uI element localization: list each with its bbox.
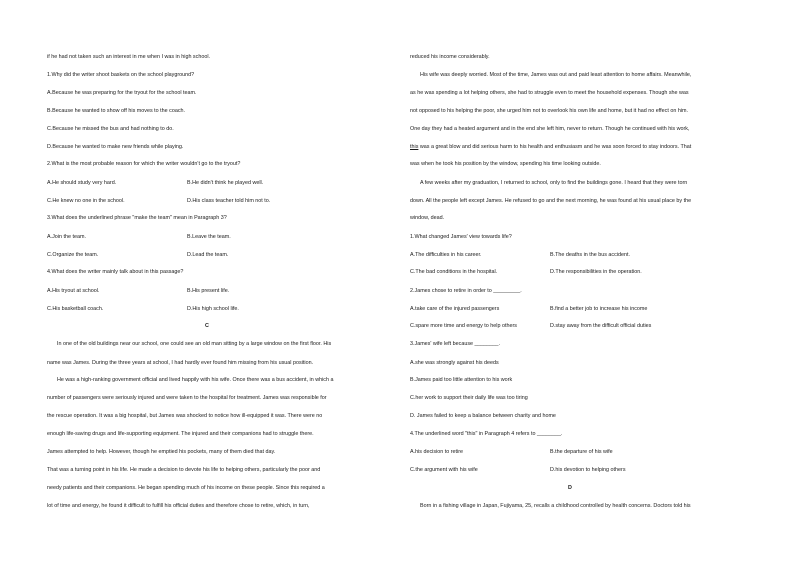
option-a: A.The difficulties in his career.: [410, 252, 482, 258]
passage-line: enough life-saving drugs and life-supporting equipment. The injured and their companions had to struggle there.: [47, 431, 314, 437]
passage-line: the rescue operation. It was a big hospital, but James was shocked to notice how ill-equipped it was. There were no: [47, 413, 323, 419]
option-b: B.Leave the team.: [187, 234, 231, 240]
passage-line: was when he took his position by the window, spending his time looking outside.: [410, 161, 601, 167]
options-row: [47, 306, 367, 313]
passage-line: reduced his income considerably.: [410, 54, 490, 60]
passage-line: James attempted to help. However, though he emptied his pockets, many of them died that day.: [47, 449, 276, 455]
passage-line: not opposed to his helping the poor, she urged him not to overlook his own life and home, but it had no effect on him.: [410, 108, 688, 114]
option-d: D.His class teacher told him not to.: [187, 198, 271, 204]
question-2: 2.James chose to retire in order to _________.: [410, 288, 522, 294]
passage-line: [410, 144, 691, 151]
section-heading: C: [205, 323, 209, 329]
option-d: D.Because he wanted to make new friends while playing.: [47, 144, 184, 150]
option-b: B.James paid too little attention to his work: [410, 377, 513, 383]
passage-line: as he was spending a lot helping others, she had to struggle even to meet the household expenses. Though she was: [410, 90, 689, 96]
passage-line: That was a turning point in his life. He made a decision to devote his life to helping others, particularly the poor and: [47, 467, 321, 473]
option-a: A.she was strongly against his deeds: [410, 360, 499, 366]
option-a: A.take care of the injured passengers: [410, 306, 500, 312]
passage-line: He was a high-ranking government official and lived happily with his wife. Once there was a bus accident, in which a: [57, 377, 334, 383]
options-row: [410, 269, 730, 276]
options-row: [47, 288, 367, 295]
passage-line: One day they had a heated argument and in the end she left him, never to return. Though he continued with his work,: [410, 126, 690, 132]
passage-line: down. All the people left except James. He refused to go and the next morning, he was found at his usual place by the: [410, 198, 692, 204]
passage-line: needy patients and their companions. He began spending much of his income on these people. Since this required a: [47, 485, 325, 491]
option-c: C.The bad conditions in the hospital.: [410, 269, 498, 275]
left-column: [47, 0, 367, 561]
option-a: A.His tryout at school.: [47, 288, 100, 294]
question-3: 3.James' wife left because ________.: [410, 341, 501, 347]
question-4: 4.What does the writer mainly talk about in this passage?: [47, 269, 184, 275]
question-2: 2.What is the most probable reason for which the writer wouldn't go to the tryout?: [47, 161, 241, 167]
passage-line: Born in a fishing village in Japan, Fujiyama, 25, recalls a childhood controlled by health concerns. Doctors told his: [420, 503, 691, 509]
passage-line: In one of the old buildings near our school, one could see an old man sitting by a large window on the first floor. His: [57, 341, 332, 347]
underlined-word: this: [410, 144, 419, 150]
option-d: D.his devotion to helping others: [550, 467, 626, 473]
options-row: [47, 198, 367, 205]
option-a: A.Join the team.: [47, 234, 86, 240]
option-c: C.the argument with his wife: [410, 467, 478, 473]
option-d: D.stay away from the difficult official duties: [550, 323, 652, 329]
option-c: C.spare more time and energy to help others: [410, 323, 517, 329]
passage-line: His wife was deeply worried. Most of the time, James was out and paid least attention to home affairs. Meanwhile,: [420, 72, 692, 78]
option-b: B.Because he wanted to show off his moves to the coach.: [47, 108, 186, 114]
option-d: D.His high school life.: [187, 306, 239, 312]
passage-text: was a great blow and did serious harm to his health and enthusiasm and he was soon forced to stay indoors. That: [418, 144, 692, 150]
passage-line: A few weeks after my graduation, I returned to school, only to find the buildings gone. I heard that they were torn: [420, 180, 688, 186]
option-c: C.Organize the team.: [47, 252, 99, 258]
option-b: B.The deaths in the bus accident.: [550, 252, 631, 258]
options-row: [410, 252, 730, 259]
passage-line: window, dead.: [410, 215, 445, 221]
question-4: 4.The underlined word "this" in Paragraph 4 refers to ________.: [410, 431, 563, 437]
option-b: B.find a better job to increase his income: [550, 306, 648, 312]
option-b: B.His present life.: [187, 288, 230, 294]
option-d: D. James failed to keep a balance between charity and home: [410, 413, 556, 419]
section-heading: D: [568, 485, 572, 491]
option-c: C.her work to support their daily life was too tiring: [410, 395, 528, 401]
options-row: [410, 323, 730, 330]
question-1: 1.Why did the writer shoot baskets on the school playground?: [47, 72, 195, 78]
passage-line: if he had not taken such an interest in me when I was in high school.: [47, 54, 211, 60]
option-b: B.He didn't think he played well.: [187, 180, 264, 186]
passage-line: lot of time and energy, he found it difficult to fulfill his official duties and therefore chose to retire, which, in turn,: [47, 503, 310, 509]
option-c: C.His basketball coach.: [47, 306, 104, 312]
right-column: [410, 0, 730, 561]
options-row: [47, 180, 367, 187]
option-c: C.Because he missed the bus and had nothing to do.: [47, 126, 174, 132]
options-row: [410, 306, 730, 313]
question-1: 1.What changed James' view towards life?: [410, 234, 512, 240]
option-b: B.the departure of his wife: [550, 449, 613, 455]
option-a: A.his decision to retire: [410, 449, 464, 455]
option-a: A.Because he was preparing for the tryout for the school team.: [47, 90, 197, 96]
options-row: [410, 449, 730, 456]
option-a: A.He should study very hard.: [47, 180, 117, 186]
options-row: [410, 467, 730, 474]
passage-line: number of passengers were seriously injured and were taken to the hospital for treatment. James was responsible for: [47, 395, 327, 401]
option-d: D.Lead the team.: [187, 252, 229, 258]
option-d: D.The responsibilities in the operation.: [550, 269, 642, 275]
passage-line: name was James. During the three years at school, I had hardly ever found him missing from his usual position.: [47, 360, 314, 366]
options-row: [47, 234, 367, 241]
option-c: C.He knew no one in the school.: [47, 198, 125, 204]
options-row: [47, 252, 367, 259]
question-3: 3.What does the underlined phrase "make the team" mean in Paragraph 3?: [47, 215, 227, 221]
